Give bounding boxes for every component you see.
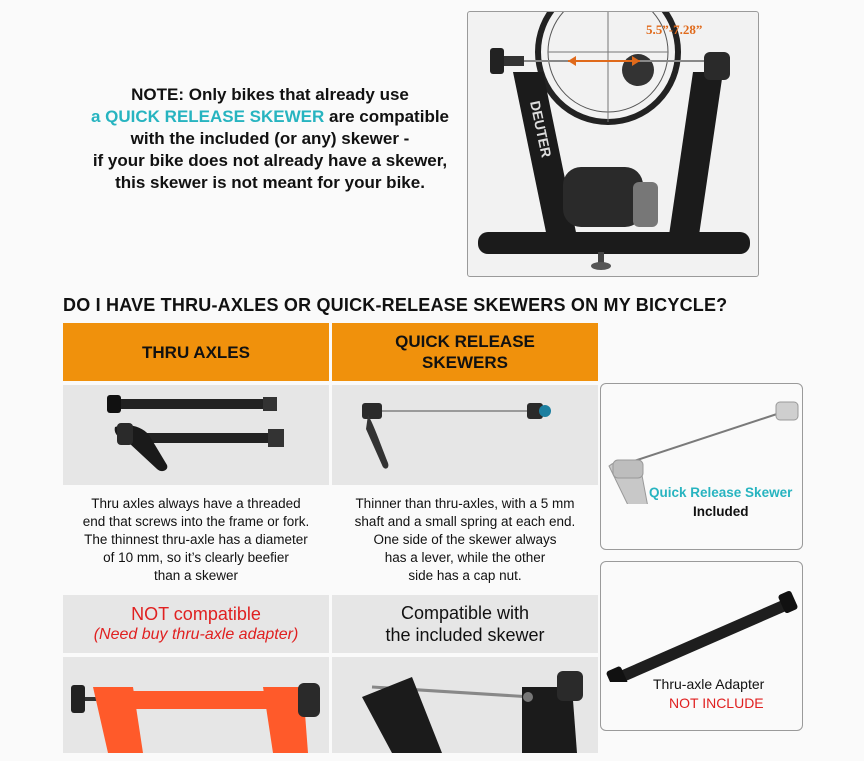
skewer-box-label: Quick Release Skewer bbox=[649, 485, 793, 500]
qr-desc-line: One side of the skewer always bbox=[373, 532, 557, 547]
compatibility-note bbox=[60, 84, 480, 194]
note-highlight: a QUICK RELEASE SKEWER bbox=[90, 107, 325, 126]
note-line-4: if your bike does not already have a skewer, bbox=[92, 151, 448, 170]
adapter-product-illustration bbox=[601, 562, 803, 682]
thru-desc-line: The thinnest thru-axle has a diameter bbox=[84, 532, 308, 547]
not-compatible-label: NOT compatible bbox=[131, 604, 261, 624]
compatible-label-line2: the included skewer bbox=[385, 625, 545, 645]
brand-text: DEUTER bbox=[527, 99, 555, 159]
need-adapter-label: (Need buy thru-axle adapter) bbox=[93, 626, 299, 643]
qr-desc-line: has a lever, while the other bbox=[384, 550, 546, 565]
thru-desc-line: of 10 mm, so it’s clearly beefier bbox=[103, 550, 289, 565]
thru-axle-compatibility bbox=[63, 595, 329, 653]
note-line-2 bbox=[60, 106, 480, 128]
skewer-box-included: Included bbox=[693, 504, 749, 519]
skewer-included-box bbox=[600, 383, 803, 550]
thru-axle-illustration bbox=[63, 385, 329, 485]
note-line-3: with the included (or any) skewer - bbox=[130, 129, 410, 148]
skewer-trainer-photo bbox=[332, 657, 598, 753]
qr-desc-line: side has a cap nut. bbox=[408, 568, 522, 583]
thru-desc-line: than a skewer bbox=[153, 568, 239, 583]
thru-axle-description bbox=[63, 488, 329, 592]
compatible-label-line1: Compatible with bbox=[400, 603, 530, 623]
note-line-5: this skewer is not meant for your bike. bbox=[115, 173, 425, 192]
header-quick-release bbox=[332, 323, 598, 381]
cassette bbox=[622, 54, 654, 86]
adapter-not-included: NOT INCLUDE bbox=[669, 695, 764, 711]
skewer-image-cell bbox=[332, 385, 598, 485]
thru-axle-trainer-photo bbox=[63, 657, 329, 753]
section-question: DO I HAVE THRU-AXLES OR QUICK-RELEASE SKEWERS ON MY BICYCLE? bbox=[63, 295, 728, 315]
dimension-label: 5.5”-7.28” bbox=[646, 22, 703, 37]
adapter-box bbox=[600, 561, 803, 731]
thru-desc-line: Thru axles always have a threaded bbox=[91, 496, 301, 511]
header-qr-line2: SKEWERS bbox=[422, 353, 508, 372]
header-thru-axles-label: THRU AXLES bbox=[142, 342, 250, 362]
trainer-base bbox=[478, 232, 750, 254]
trainer-right-leg bbox=[668, 72, 723, 242]
orange-trainer-illustration bbox=[63, 657, 329, 753]
header-qr-line1: QUICK RELEASE bbox=[395, 332, 535, 351]
note-line-1: NOTE: Only bikes that already use bbox=[131, 85, 409, 104]
resistance-unit bbox=[563, 167, 643, 227]
thru-desc-line: end that screws into the frame or fork. bbox=[82, 514, 310, 529]
adapter-box-label: Thru-axle Adapter bbox=[653, 676, 765, 692]
qr-desc-line: Thinner than thru-axles, with a 5 mm bbox=[355, 496, 575, 511]
skewer-description bbox=[332, 488, 598, 592]
qr-desc-line: shaft and a small spring at each end. bbox=[354, 514, 576, 529]
trainer-photo bbox=[467, 11, 759, 277]
note-line-2-rest: are compatible bbox=[324, 107, 450, 126]
black-trainer-illustration bbox=[332, 657, 598, 753]
header-thru-axles bbox=[63, 323, 329, 381]
thru-axle-image-cell bbox=[63, 385, 329, 485]
skewer-compatibility bbox=[332, 595, 598, 653]
skewer-illustration bbox=[332, 385, 598, 485]
trainer-illustration bbox=[468, 12, 759, 277]
